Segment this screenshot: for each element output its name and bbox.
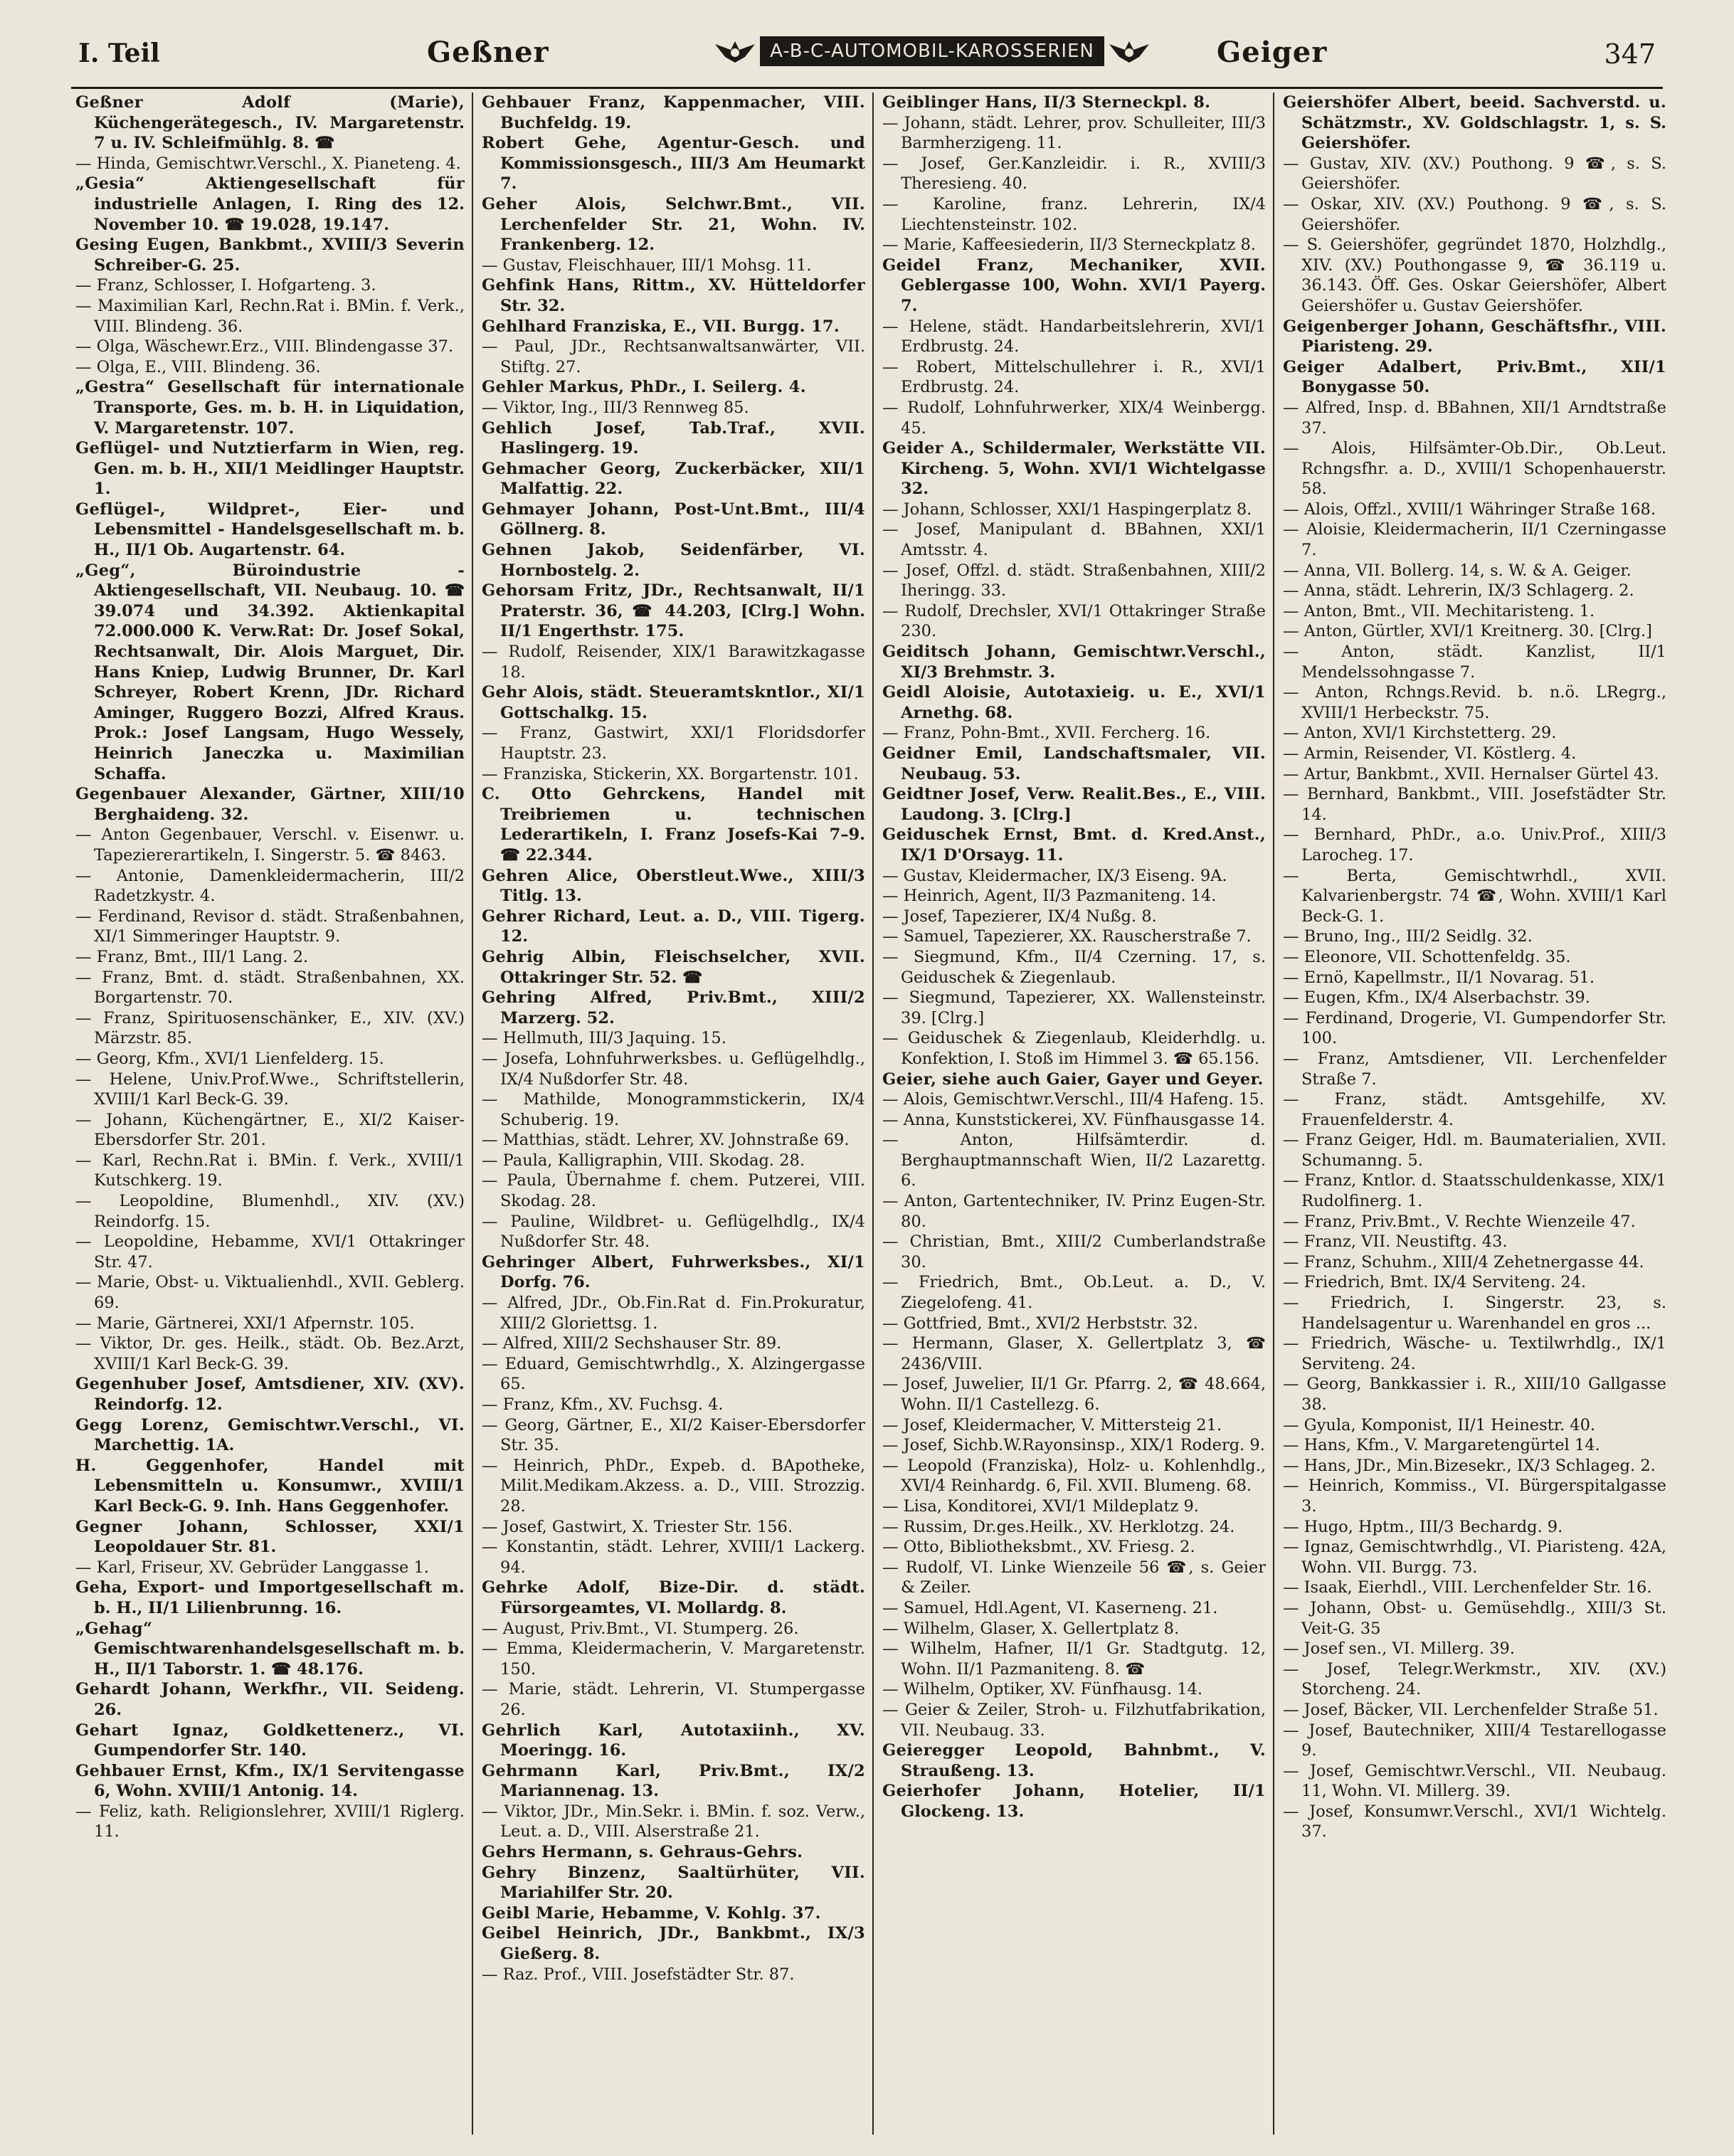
directory-entry: — Leopold (Franziska), Holz- u. Kohlenhdlg., XVI/4 Reinhardg. 6, Fil. XVII. Blumeng. 68. xyxy=(882,1456,1266,1496)
directory-entry: Geibel Heinrich, JDr., Bankbmt., IX/3 Gießerg. 8. xyxy=(482,1924,865,1964)
directory-entry: — Anton, Gartentechniker, IV. Prinz Eugen-Str. 80. xyxy=(882,1192,1266,1231)
directory-entry: — Marie, Obst- u. Viktualienhdl., XVII. Geblerg. 69. xyxy=(75,1273,465,1313)
directory-entry: — Eduard, Gemischtwrhdlg., X. Alzingergasse 65. xyxy=(482,1354,865,1394)
directory-entry: — Alois, Gemischtwr.Verschl., III/4 Hafeng. 15. xyxy=(882,1090,1264,1109)
directory-entry: — Isaak, Eierhdl., VIII. Lerchenfelder Str. 16. xyxy=(1283,1578,1652,1597)
directory-entry: — Viktor, Ing., III/3 Rennweg 85. xyxy=(482,398,749,417)
directory-entry: — Franz, Kntlor. d. Staatsschuldenkasse, XIX/1 Rudolfinerg. 1. xyxy=(1283,1171,1666,1211)
directory-entry: Gehringer Albert, Fuhrwerksbes., XI/1 Dorfg. 76. xyxy=(482,1252,865,1292)
directory-entry: Gehorsam Fritz, JDr., Rechtsanwalt, II/1 Praterstr. 36, ☎ 44.203, [Clrg.] Wohn. II/1 Engerthstr. 175. xyxy=(482,581,865,641)
directory-entry: — Josef, Gastwirt, X. Triester Str. 156. xyxy=(482,1517,793,1536)
directory-entry: Gehler Markus, PhDr., I. Seilerg. 4. xyxy=(482,378,806,397)
directory-entry: Gehbauer Ernst, Kfm., IX/1 Servitengasse 6, Wohn. XVIII/1 Antonig. 14. xyxy=(75,1761,465,1801)
directory-entry: Gehrke Adolf, Bize-Dir. d. städt. Fürsorgeamtes, VI. Mollardg. 8. xyxy=(482,1578,865,1617)
directory-entry: — Gyula, Komponist, II/1 Heinestr. 40. xyxy=(1283,1415,1596,1434)
directory-entry: — Paul, JDr., Rechtsanwaltsanwärter, VII. Stiftg. 27. xyxy=(482,337,865,376)
directory-entry: — Lisa, Konditorei, XVI/1 Mildeplatz 9. xyxy=(882,1496,1199,1516)
directory-entry: — Olga, E., VIII. Blindeng. 36. xyxy=(75,357,321,376)
directory-entry: — Karl, Friseur, XV. Gebrüder Langgasse 1. xyxy=(75,1558,429,1577)
directory-entry: — Eleonore, VII. Schottenfeldg. 35. xyxy=(1283,947,1571,966)
directory-entry: — Josef, Ger.Kanzleidir. i. R., XVIII/3 Theresieng. 40. xyxy=(882,154,1266,194)
directory-entry: Gehnen Jakob, Seidenfärber, VI. Hornbostelg. 2. xyxy=(482,541,865,580)
directory-entry: — Anna, Kunststickerei, XV. Fünfhausgasse 14. xyxy=(882,1110,1266,1129)
directory-entry: Geier, siehe auch Gaier, Gayer und Geyer. xyxy=(882,1069,1264,1089)
directory-entry: — Josef, Gemischtwr.Verschl., VII. Neubaug. 11, Wohn. VI. Millerg. 39. xyxy=(1283,1761,1666,1801)
directory-entry: — Gottfried, Bmt., XVI/2 Herbststr. 32. xyxy=(882,1314,1198,1333)
directory-entry: — Georg, Bankkassier i. R., XIII/10 Gallgasse 38. xyxy=(1283,1375,1666,1414)
directory-entry: — Johann, Obst- u. Gemüsehdlg., XIII/3 St. Veit-G. 35 xyxy=(1283,1598,1666,1638)
directory-entry: Geigenberger Johann, Geschäftsfhr., VIII. Piaristeng. 29. xyxy=(1283,317,1666,356)
directory-entry: — Johann, Küchengärtner, E., XI/2 Kaiser-Ebersdorfer Str. 201. xyxy=(75,1110,465,1150)
directory-entry: — Johann, städt. Lehrer, prov. Schulleiter, III/3 Barmherzigeng. 11. xyxy=(882,113,1266,153)
directory-entry: — Heinrich, Agent, II/3 Pazmaniteng. 14. xyxy=(882,887,1217,906)
directory-entry: — Hellmuth, III/3 Jaquing. 15. xyxy=(482,1029,726,1048)
directory-entry: — Marie, städt. Lehrerin, VI. Stumpergasse 26. xyxy=(482,1680,865,1719)
directory-entry: — Marie, Kaffeesiederin, II/3 Sterneckplatz 8. xyxy=(882,236,1256,255)
banner-text: A-B-C-AUTOMOBIL-KAROSSERIEN xyxy=(760,36,1104,66)
directory-entry: Geßner Adolf (Marie), Küchengerätegesch., IV. Margaretenstr. 7 u. IV. Schleifmühlg. 8. ☎ xyxy=(75,93,465,153)
running-header xyxy=(78,28,1656,78)
directory-entry: — Marie, Gärtnerei, XXI/1 Afpernstr. 105. xyxy=(75,1314,415,1333)
directory-entry: Gehr Alois, städt. Steueramtskntlor., XI/1 Gottschalkg. 15. xyxy=(482,683,865,722)
directory-entry: Gegenbauer Alexander, Gärtner, XIII/10 Berghaideng. 32. xyxy=(75,785,465,824)
directory-entry: — Georg, Kfm., XVI/1 Lienfelderg. 15. xyxy=(75,1049,384,1068)
directory-entry: — Wilhelm, Hafner, II/1 Gr. Stadtgutg. 12, Wohn. II/1 Pazmaniteng. 8. ☎ xyxy=(882,1639,1266,1679)
directory-entry: — Alois, Offzl., XVIII/1 Währinger Straße 168. xyxy=(1283,500,1656,519)
directory-entry: — Wilhelm, Optiker, XV. Fünfhausg. 14. xyxy=(882,1680,1203,1699)
directory-entry: — Johann, Schlosser, XXI/1 Haspingerplatz 8. xyxy=(882,500,1252,519)
directory-entry: — Josef, Tapezierer, IX/4 Nußg. 8. xyxy=(882,907,1157,926)
directory-entry: — Anton, Bmt., VII. Mechitaristeng. 1. xyxy=(1283,601,1595,620)
directory-entry: Gehrer Richard, Leut. a. D., VIII. Tigerg. 12. xyxy=(482,907,865,946)
header-rule xyxy=(71,87,1663,89)
directory-entry: — Franz, Schuhm., XIII/4 Zehetnergasse 44. xyxy=(1283,1252,1644,1272)
directory-entry: — Ferdinand, Revisor d. städt. Straßenbahnen, XI/1 Simmeringer Hauptstr. 9. xyxy=(75,907,465,946)
directory-columns xyxy=(71,93,1675,2135)
directory-entry: — Gustav, Fleischhauer, III/1 Mohsg. 11. xyxy=(482,255,812,275)
directory-entry: — Anna, VII. Bollerg. 14, s. W. & A. Geiger. xyxy=(1283,561,1632,580)
directory-entry: — Helene, Univ.Prof.Wwe., Schriftstellerin, XVIII/1 Karl Beck-G. 39. xyxy=(75,1069,465,1109)
directory-entry: — Artur, Bankbmt., XVII. Hernalser Gürtel 43. xyxy=(1283,764,1659,783)
directory-entry: — Franz Geiger, Hdl. m. Baumaterialien, XVII. Schumanng. 5. xyxy=(1283,1131,1666,1170)
directory-entry: — August, Priv.Bmt., VI. Stumperg. 26. xyxy=(482,1619,799,1638)
winged-wheel-icon xyxy=(710,36,760,67)
directory-entry: — Maximilian Karl, Rechn.Rat i. BMin. f. Verk., VIII. Blindeng. 36. xyxy=(75,296,465,336)
directory-entry: — Alois, Hilfsämter-Ob.Dir., Ob.Leut. Rchngsfhr. a. D., XVIII/1 Schopenhauerstr. 58. xyxy=(1283,439,1666,499)
directory-entry: — Heinrich, PhDr., Expeb. d. BApotheke, Milit.Medikam.Akzess. a. D., VIII. Strozzig. 28. xyxy=(482,1456,865,1516)
directory-entry: — Otto, Bibliotheksbmt., XV. Friesg. 2. xyxy=(882,1538,1195,1557)
directory-entry: C. Otto Gehrckens, Handel mit Treibriemen u. technischen Lederartikeln, I. Franz Josefs-Kai 7–9. ☎ 22.344. xyxy=(482,785,865,865)
right-guide-word: Geiger xyxy=(1217,36,1328,69)
directory-entry: — Siegmund, Tapezierer, XX. Wallensteinstr. 39. [Clrg.] xyxy=(882,988,1266,1027)
directory-entry: Geiblinger Hans, II/3 Sterneckpl. 8. xyxy=(882,93,1211,112)
directory-entry: — Anton, Hilfsämterdir. d. Berghauptmannschaft Wien, II/2 Lazarettg. 6. xyxy=(882,1131,1266,1190)
directory-entry: Gehart Ignaz, Goldkettenerz., VI. Gumpendorfer Str. 140. xyxy=(75,1721,465,1760)
directory-entry: Gehfink Hans, Rittm., XV. Hütteldorfer Str. 32. xyxy=(482,276,865,315)
directory-entry: — Hinda, Gemischtwr.Verschl., X. Pianeteng. 4. xyxy=(75,154,461,173)
directory-entry: — Olga, Wäschewr.Erz., VIII. Blindengasse 37. xyxy=(75,337,454,356)
directory-entry: — Gustav, XIV. (XV.) Pouthong. 9 ☎, s. S. Geiershöfer. xyxy=(1283,154,1666,194)
directory-entry: „Gehag“ Gemischtwarenhandelsgesellschaft m. b. H., II/1 Taborstr. 1. ☎ 48.176. xyxy=(75,1619,465,1679)
directory-entry: — Alfred, Insp. d. BBahnen, XII/1 Arndtstraße 37. xyxy=(1283,398,1666,438)
winged-wheel-icon xyxy=(1104,36,1154,67)
directory-entry: Geiershöfer Albert, beeid. Sachverstd. u. Schätzmstr., XV. Goldschlagstr. 1, s. S. Geiershöfer. xyxy=(1283,93,1666,153)
directory-entry: — Ferdinand, Drogerie, VI. Gumpendorfer Str. 100. xyxy=(1283,1008,1666,1048)
directory-entry: — Geier & Zeiler, Stroh- u. Filzhutfabrikation, VII. Neubaug. 33. xyxy=(882,1700,1266,1740)
directory-entry: — Oskar, XIV. (XV.) Pouthong. 9 ☎, s. S. Geiershöfer. xyxy=(1283,194,1666,234)
directory-entry: — Gustav, Kleidermacher, IX/3 Eiseng. 9A. xyxy=(882,866,1227,885)
directory-entry: Geider A., Schildermaler, Werkstätte VII. Kircheng. 5, Wohn. XVI/1 Wichtelgasse 32. xyxy=(882,439,1266,499)
directory-entry: — Josef, Juwelier, II/1 Gr. Pfarrg. 2, ☎ 48.664, Wohn. II/1 Castellezg. 6. xyxy=(882,1375,1266,1414)
directory-entry: Geher Alois, Selchwr.Bmt., VII. Lerchenfelder Str. 21, Wohn. IV. Frankenberg. 12. xyxy=(482,194,865,255)
directory-entry: Gehring Alfred, Priv.Bmt., XIII/2 Marzerg. 52. xyxy=(482,988,865,1027)
directory-entry: — Samuel, Hdl.Agent, VI. Kaserneng. 21. xyxy=(882,1598,1218,1617)
column-1 xyxy=(71,93,472,2135)
directory-entry: Gehardt Johann, Werkfhr., VII. Seideng. 26. xyxy=(75,1680,465,1719)
directory-entry: — Paula, Kalligraphin, VIII. Skodag. 28. xyxy=(482,1151,805,1170)
directory-entry: — Ernö, Kapellmstr., II/1 Novarag. 51. xyxy=(1283,968,1595,987)
directory-entry: Gehrmann Karl, Priv.Bmt., IX/2 Mariannenag. 13. xyxy=(482,1761,865,1801)
directory-entry: Gehry Binzenz, Saaltürhüter, VII. Mariahilfer Str. 20. xyxy=(482,1863,865,1903)
directory-entry: — Josef, Offzl. d. städt. Straßenbahnen, XIII/2 Iheringg. 33. xyxy=(882,561,1266,601)
directory-entry: Geieregger Leopold, Bahnbmt., V. Straußeng. 13. xyxy=(882,1741,1266,1780)
directory-entry: Geflügel-, Wildpret-, Eier- und Lebensmittel - Handelsgesellschaft m. b. H., II/1 Ob. Augartenstr. 64. xyxy=(75,500,465,560)
directory-entry: — Hans, JDr., Min.Bizesekr., IX/3 Schlageg. 2. xyxy=(1283,1456,1656,1475)
directory-entry: — Franz, Amtsdiener, VII. Lerchenfelder Straße 7. xyxy=(1283,1049,1666,1089)
directory-entry: Gehrig Albin, Fleischselcher, XVII. Ottakringer Str. 52. ☎ xyxy=(482,947,865,987)
directory-entry: — Aloisie, Kleidermacherin, II/1 Czerningasse 7. xyxy=(1283,520,1666,560)
directory-entry: — Rudolf, VI. Linke Wienzeile 56 ☎, s. Geier & Zeiler. xyxy=(882,1558,1266,1597)
directory-entry: — Armin, Reisender, VI. Köstlerg. 4. xyxy=(1283,744,1577,763)
directory-entry: Geflügel- und Nutztierfarm in Wien, reg. Gen. m. b. H., XII/1 Meidlinger Hauptstr. 1. xyxy=(75,439,465,499)
directory-entry: — Geiduschek & Ziegenlaub, Kleiderhdlg. u. Konfektion, I. Stoß im Himmel 3. ☎ 65.156. xyxy=(882,1029,1266,1068)
directory-entry: — Russim, Dr.ges.Heilk., XV. Herklotzg. 24. xyxy=(882,1517,1235,1536)
directory-entry: — Franz, Kfm., XV. Fuchsg. 4. xyxy=(482,1395,724,1414)
directory-entry: Geibl Marie, Hebamme, V. Kohlg. 37. xyxy=(482,1903,821,1923)
directory-entry: — Friedrich, I. Singerstr. 23, s. Handelsagentur u. Warenhandel en gros ... xyxy=(1283,1294,1666,1333)
directory-entry: — Ignaz, Gemischtwrhdlg., VI. Piaristeng. 42A, Wohn. VII. Burgg. 73. xyxy=(1283,1538,1666,1577)
directory-entry: — Franz, Bmt. d. städt. Straßenbahnen, XX. Borgartenstr. 70. xyxy=(75,968,465,1008)
directory-entry: Gegenhuber Josef, Amtsdiener, XIV. (XV). Reindorfg. 12. xyxy=(75,1375,465,1414)
directory-entry: — Rudolf, Drechsler, XVI/1 Ottakringer Straße 230. xyxy=(882,601,1266,641)
directory-entry: Gehrlich Karl, Autotaxiinh., XV. Moeringg. 16. xyxy=(482,1721,865,1760)
directory-entry: — Eugen, Kfm., IX/4 Alserbachstr. 39. xyxy=(1283,988,1590,1008)
directory-entry: Geidtner Josef, Verw. Realit.Bes., E., VIII. Laudong. 3. [Clrg.] xyxy=(882,785,1266,824)
directory-entry: — Franz, städt. Amtsgehilfe, XV. Frauenfelderstr. 4. xyxy=(1283,1090,1666,1129)
directory-entry: — Friedrich, Bmt., Ob.Leut. a. D., V. Ziegelofeng. 41. xyxy=(882,1273,1266,1313)
directory-entry: — Berta, Gemischtwrhdl., XVII. Kalvarienbergstr. 74 ☎, Wohn. XVIII/1 Karl Beck-G. 1. xyxy=(1283,866,1666,926)
directory-entry: — Franz, Schlosser, I. Hofgarteng. 3. xyxy=(75,276,376,295)
directory-entry: — Hugo, Hptm., III/3 Bechardg. 9. xyxy=(1283,1517,1563,1536)
directory-entry: Geierhofer Johann, Hotelier, II/1 Glockeng. 13. xyxy=(882,1782,1266,1821)
directory-entry: — Josef, Bäcker, VII. Lerchenfelder Straße 51. xyxy=(1283,1700,1659,1719)
directory-entry: — Josef sen., VI. Millerg. 39. xyxy=(1283,1639,1515,1659)
directory-entry: „Gestra“ Gesellschaft für internationale Transporte, Ges. m. b. H. in Liquidation, V. Margaretenstr. 107. xyxy=(75,378,465,438)
directory-entry: Geiduschek Ernst, Bmt. d. Kred.Anst., IX/1 D'Orsayg. 11. xyxy=(882,825,1266,865)
directory-entry: Gesing Eugen, Bankbmt., XVIII/3 Severin Schreiber-G. 25. xyxy=(75,236,465,275)
directory-entry: — Samuel, Tapezierer, XX. Rauscherstraße 7. xyxy=(882,927,1252,946)
directory-entry: — Leopoldine, Blumenhdl., XIV. (XV.) Reindorfg. 15. xyxy=(75,1192,465,1231)
directory-entry: — Alfred, JDr., Ob.Fin.Rat d. Fin.Prokuratur, XIII/2 Gloriettsg. 1. xyxy=(482,1294,865,1333)
column-3 xyxy=(872,93,1273,2135)
directory-entry: — Bruno, Ing., III/2 Seidlg. 32. xyxy=(1283,927,1533,946)
directory-entry: — Anton, Gürtler, XVI/1 Kreitnerg. 30. [Clrg.] xyxy=(1283,622,1652,641)
directory-entry: Geidl Aloisie, Autotaxieig. u. E., XVI/1 Arnethg. 68. xyxy=(882,683,1266,722)
directory-entry: — Anton, städt. Kanzlist, II/1 Mendelssohngasse 7. xyxy=(1283,643,1666,682)
directory-entry: — Bernhard, Bankbmt., VIII. Josefstädter Str. 14. xyxy=(1283,785,1666,824)
directory-entry: — Leopoldine, Hebamme, XVI/1 Ottakringer Str. 47. xyxy=(75,1232,465,1272)
directory-entry: — Robert, Mittelschullehrer i. R., XVI/1 Erdbrustg. 24. xyxy=(882,357,1266,397)
directory-entry: — Heinrich, Kommiss., VI. Bürgerspitalgasse 3. xyxy=(1283,1476,1666,1516)
directory-entry: — Josef, Bautechniker, XIII/4 Testarellogasse 9. xyxy=(1283,1721,1666,1760)
directory-entry: H. Geggenhofer, Handel mit Lebensmitteln u. Konsumwr., XVIII/1 Karl Beck-G. 9. Inh. Hans Geggenhofer. xyxy=(75,1456,465,1516)
directory-entry: — Anton, XVI/1 Kirchstetterg. 29. xyxy=(1283,724,1557,743)
directory-entry: — Viktor, JDr., Min.Sekr. i. BMin. f. soz. Verw., Leut. a. D., VIII. Alserstraße 21. xyxy=(482,1802,865,1841)
directory-entry: — Matthias, städt. Lehrer, XV. Johnstraße 69. xyxy=(482,1131,850,1150)
directory-entry: — Viktor, Dr. ges. Heilk., städt. Ob. Bez.Arzt, XVIII/1 Karl Beck-G. 39. xyxy=(75,1334,465,1373)
directory-entry: — Siegmund, Kfm., II/4 Czerning. 17, s. Geiduschek & Ziegenlaub. xyxy=(882,947,1266,987)
directory-entry: — Franz, Priv.Bmt., V. Rechte Wienzeile 47. xyxy=(1283,1212,1636,1231)
directory-entry: — Bernhard, PhDr., a.o. Univ.Prof., XIII/3 Larocheg. 17. xyxy=(1283,825,1666,865)
directory-entry: — Konstantin, städt. Lehrer, XVIII/1 Lackerg. 94. xyxy=(482,1538,865,1577)
directory-entry: — Friedrich, Wäsche- u. Textilwrhdlg., IX/1 Serviteng. 24. xyxy=(1283,1334,1666,1373)
directory-entry: — Emma, Kleidermacherin, V. Margaretenstr. 150. xyxy=(482,1639,865,1679)
directory-entry: — Hermann, Glaser, X. Gellertplatz 3, ☎ 2436/VIII. xyxy=(882,1334,1266,1373)
directory-entry: Geiditsch Johann, Gemischtwr.Verschl., XI/3 Brehmstr. 3. xyxy=(882,643,1266,682)
directory-entry: — Georg, Gärtner, E., XI/2 Kaiser-Ebersdorfer Str. 35. xyxy=(482,1415,865,1455)
directory-entry: — Alfred, XIII/2 Sechshauser Str. 89. xyxy=(482,1334,782,1353)
directory-entry: Geidner Emil, Landschaftsmaler, VII. Neubaug. 53. xyxy=(882,744,1266,783)
directory-entry: — Hans, Kfm., V. Margaretengürtel 14. xyxy=(1283,1436,1600,1455)
part-label: I. Teil xyxy=(78,38,160,68)
directory-entry: Geha, Export- und Importgesellschaft m. b. H., II/1 Lilienbrunng. 16. xyxy=(75,1578,465,1617)
directory-entry: „Gesia“ Aktiengesellschaft für industrielle Anlagen, I. Ring des 12. November 10. ☎ 19.028, 19.147. xyxy=(75,174,465,234)
directory-entry: Gehrs Hermann, s. Gehraus-Gehrs. xyxy=(482,1843,803,1862)
directory-entry: — Antonie, Damenkleidermacherin, III/2 Radetzkystr. 4. xyxy=(75,866,465,906)
directory-entry: — Karoline, franz. Lehrerin, IX/4 Liechtensteinstr. 102. xyxy=(882,194,1266,234)
page-number: 347 xyxy=(1604,38,1656,70)
directory-entry: — S. Geiershöfer, gegründet 1870, Holzhdlg., XIV. (XV.) Pouthongasse 9, ☎ 36.119 u. 36.143. Öff. Ges. Oskar Geiershöfer, Albert Geiershöfer u. Gustav Geiershöfer. xyxy=(1283,236,1666,315)
directory-entry: — Rudolf, Lohnfuhrwerker, XIX/4 Weinbergg. 45. xyxy=(882,398,1266,438)
directory-entry: — Rudolf, Reisender, XIX/1 Barawitzkagasse 18. xyxy=(482,643,865,682)
directory-entry: — Anton, Rchngs.Revid. b. n.ö. LRegrg., XVIII/1 Herbeckstr. 75. xyxy=(1283,683,1666,722)
directory-entry: — Friedrich, Bmt. IX/4 Serviteng. 24. xyxy=(1283,1273,1587,1292)
directory-entry: Gehmayer Johann, Post-Unt.Bmt., III/4 Göllnerg. 8. xyxy=(482,500,865,539)
directory-entry: Gegg Lorenz, Gemischtwr.Verschl., VI. Marchettig. 1A. xyxy=(75,1415,465,1455)
directory-entry: — Franz, VII. Neustiftg. 43. xyxy=(1283,1232,1508,1252)
left-guide-word: Geßner xyxy=(427,36,549,69)
directory-entry: — Josef, Manipulant d. BBahnen, XXI/1 Amtsstr. 4. xyxy=(882,520,1266,560)
directory-entry: Gehlich Josef, Tab.Traf., XVII. Haslingerg. 19. xyxy=(482,418,865,458)
directory-entry: Gehren Alice, Oberstleut.Wwe., XIII/3 Titlg. 13. xyxy=(482,866,865,906)
column-4 xyxy=(1273,93,1674,2135)
directory-entry: Geiger Adalbert, Priv.Bmt., XII/1 Bonygasse 50. xyxy=(1283,357,1666,397)
directory-entry: — Josefa, Lohnfuhrwerksbes. u. Geflügelhdlg., IX/4 Nußdorfer Str. 48. xyxy=(482,1049,865,1089)
directory-entry: Geidel Franz, Mechaniker, XVII. Geblergasse 100, Wohn. XVI/1 Payerg. 7. xyxy=(882,255,1266,315)
directory-entry: Gegner Johann, Schlosser, XXI/1 Leopoldauer Str. 81. xyxy=(75,1517,465,1557)
directory-entry: — Franz, Gastwirt, XXI/1 Floridsdorfer Hauptstr. 23. xyxy=(482,724,865,763)
directory-entry: — Franziska, Stickerin, XX. Borgartenstr. 101. xyxy=(482,764,859,783)
directory-entry: — Josef, Kleidermacher, V. Mittersteig 21. xyxy=(882,1415,1222,1434)
directory-entry: — Franz, Pohn-Bmt., XVII. Fercherg. 16. xyxy=(882,724,1211,743)
directory-entry: — Helene, städt. Handarbeitslehrerin, XVI/1 Erdbrustg. 24. xyxy=(882,317,1266,356)
directory-entry: Gehlhard Franziska, E., VII. Burgg. 17. xyxy=(482,317,840,336)
directory-entry: — Anna, städt. Lehrerin, IX/3 Schlagerg. 2. xyxy=(1283,581,1634,601)
directory-entry: — Pauline, Wildbret- u. Geflügelhdlg., IX/4 Nußdorfer Str. 48. xyxy=(482,1212,865,1252)
directory-entry: — Mathilde, Monogrammstickerin, IX/4 Schuberig. 19. xyxy=(482,1090,865,1129)
directory-entry: — Christian, Bmt., XIII/2 Cumberlandstraße 30. xyxy=(882,1232,1266,1272)
directory-entry: — Raz. Prof., VIII. Josefstädter Str. 87. xyxy=(482,1965,795,1984)
directory-entry: — Karl, Rechn.Rat i. BMin. f. Verk., XVIII/1 Kutschkerg. 19. xyxy=(75,1151,465,1190)
column-2 xyxy=(472,93,872,2135)
directory-entry: — Paula, Übernahme f. chem. Putzerei, VIII. Skodag. 28. xyxy=(482,1171,865,1211)
directory-entry: — Feliz, kath. Religionslehrer, XVIII/1 Riglerg. 11. xyxy=(75,1802,465,1841)
directory-entry: — Franz, Spirituosenschänker, E., XIV. (XV.) Märzstr. 85. xyxy=(75,1008,465,1048)
directory-entry: „Geg“, Büroindustrie - Aktiengesellschaft, VII. Neubaug. 10. ☎ 39.074 und 34.392. Aktienkapital 72.000.000 K. Verw.Rat: Dr. Josef Sokal, Rechtsanwalt, Dir. Alois Marguet, Dir. Hans Kniep, Ludwig Brunner, Dr. Karl Schreyer, Robert Krenn, JDr. Richard Aminger, Ruggero Bozzi, Alfred Kraus. Prok.: Josef Langsam, Hugo Wessely, Heinrich Janeczka u. Maximilian Schaffa. xyxy=(75,561,465,783)
advertisement-banner xyxy=(704,33,1160,70)
directory-entry: — Franz, Bmt., III/1 Lang. 2. xyxy=(75,947,309,966)
directory-entry: — Anton Gegenbauer, Verschl. v. Eisenwr. u. Tapeziererartikeln, I. Singerstr. 5. ☎ 8463. xyxy=(75,825,465,865)
directory-entry: — Josef, Telegr.Werkmstr., XIV. (XV.) Storcheng. 24. xyxy=(1283,1659,1666,1699)
directory-entry: — Wilhelm, Glaser, X. Gellertplatz 8. xyxy=(882,1619,1180,1638)
directory-entry: Robert Gehe, Agentur-Gesch. und Kommissionsgesch., III/3 Am Heumarkt 7. xyxy=(482,134,865,194)
directory-entry: Gehbauer Franz, Kappenmacher, VIII. Buchfeldg. 19. xyxy=(482,93,865,132)
directory-entry: — Josef, Konsumwr.Verschl., XVI/1 Wichtelg. 37. xyxy=(1283,1802,1666,1841)
directory-entry: Gehmacher Georg, Zuckerbäcker, XII/1 Malfattig. 22. xyxy=(482,459,865,499)
directory-entry: — Josef, Sichb.W.Rayonsinsp., XIX/1 Roderg. 9. xyxy=(882,1436,1265,1455)
